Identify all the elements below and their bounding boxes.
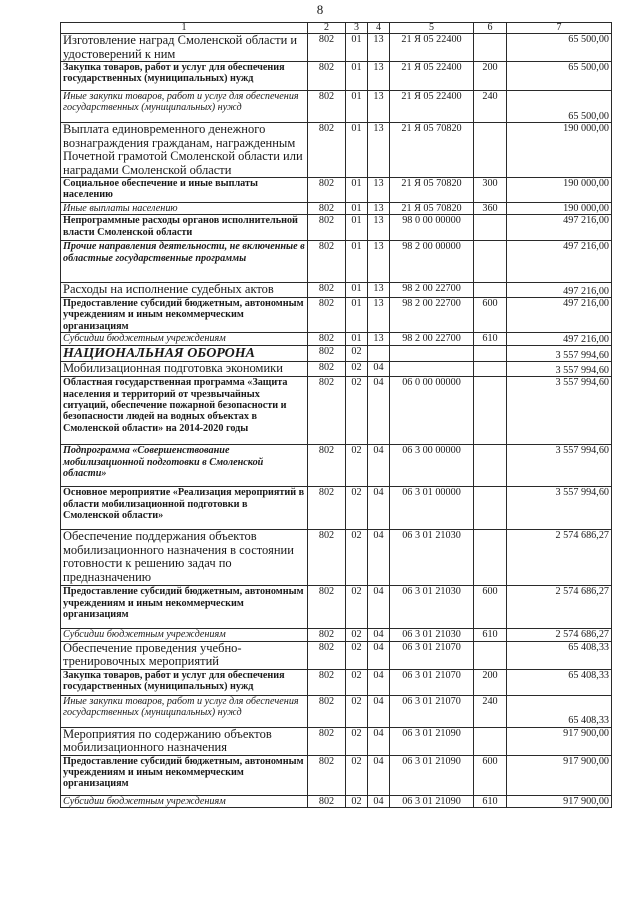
budget-table xyxy=(60,22,612,808)
row-ved: 802 xyxy=(308,215,346,241)
table-row xyxy=(61,377,612,445)
row-ved: 802 xyxy=(308,283,346,298)
table-row xyxy=(61,178,612,203)
row-csr: 06 3 01 21030 xyxy=(390,586,474,629)
row-rz: 01 xyxy=(346,283,368,298)
row-ved: 802 xyxy=(308,34,346,62)
row-ved: 802 xyxy=(308,62,346,91)
row-vr xyxy=(474,241,507,283)
row-ved: 802 xyxy=(308,795,346,807)
row-vr: 600 xyxy=(474,755,507,795)
row-pr: 13 xyxy=(368,297,390,332)
row-vr: 600 xyxy=(474,586,507,629)
col-header-vr: 6 xyxy=(474,23,507,34)
row-csr: 06 3 00 00000 xyxy=(390,445,474,487)
row-vr xyxy=(474,283,507,298)
table-row xyxy=(61,34,612,62)
row-vr xyxy=(474,641,507,669)
row-pr: 13 xyxy=(368,178,390,203)
row-name: Непрограммные расходы органов исполнительной власти Смоленской области xyxy=(61,215,308,241)
table-row xyxy=(61,487,612,530)
row-rz: 01 xyxy=(346,215,368,241)
col-header-name: 1 xyxy=(61,23,308,34)
row-vr: 610 xyxy=(474,629,507,641)
table-row xyxy=(61,297,612,332)
table-row xyxy=(61,333,612,346)
table-row xyxy=(61,629,612,641)
row-rz: 01 xyxy=(346,62,368,91)
row-csr: 21 Я 05 70820 xyxy=(390,123,474,178)
row-pr: 04 xyxy=(368,795,390,807)
row-ved: 802 xyxy=(308,377,346,445)
row-rz: 01 xyxy=(346,203,368,215)
row-ved: 802 xyxy=(308,445,346,487)
table-row xyxy=(61,241,612,283)
row-vr: 300 xyxy=(474,178,507,203)
table-row xyxy=(61,669,612,695)
row-vr: 240 xyxy=(474,695,507,727)
row-vr xyxy=(474,445,507,487)
row-pr: 13 xyxy=(368,62,390,91)
row-name: Подпрограмма «Совершенствование мобилизационной подготовки в Смоленской области» xyxy=(61,445,308,487)
row-name: Социальное обеспечение и иные выплаты населению xyxy=(61,178,308,203)
row-amount: 190 000,00 xyxy=(507,178,612,203)
row-ved: 802 xyxy=(308,755,346,795)
row-amount: 497 216,00 xyxy=(507,215,612,241)
row-csr: 06 3 01 21090 xyxy=(390,755,474,795)
row-name: Субсидии бюджетным учреждениям xyxy=(61,629,308,641)
row-name: Изготовление наград Смоленской области и удостоверений к ним xyxy=(61,34,308,62)
row-pr xyxy=(368,346,390,362)
row-vr: 610 xyxy=(474,333,507,346)
row-csr: 06 3 01 00000 xyxy=(390,487,474,530)
row-rz: 01 xyxy=(346,333,368,346)
row-name: Обеспечение поддержания объектов мобилизационного назначения в состоянии готовности к решению задач по предназначению xyxy=(61,530,308,586)
row-csr xyxy=(390,362,474,377)
table-row xyxy=(61,727,612,755)
row-ved: 802 xyxy=(308,91,346,123)
row-name: Иные выплаты населению xyxy=(61,203,308,215)
row-pr: 13 xyxy=(368,34,390,62)
row-amount: 917 900,00 xyxy=(507,727,612,755)
row-csr: 06 3 01 21030 xyxy=(390,629,474,641)
row-vr xyxy=(474,215,507,241)
row-pr: 04 xyxy=(368,377,390,445)
table-row xyxy=(61,123,612,178)
row-rz: 02 xyxy=(346,629,368,641)
row-pr: 04 xyxy=(368,641,390,669)
row-amount: 3 557 994,60 xyxy=(507,346,612,362)
row-amount: 65 500,00 xyxy=(507,91,612,123)
row-pr: 13 xyxy=(368,123,390,178)
table-row xyxy=(61,755,612,795)
row-name: Обеспечение проведения учебно-тренировочных мероприятий xyxy=(61,641,308,669)
row-name: Субсидии бюджетным учреждениям xyxy=(61,333,308,346)
row-rz: 01 xyxy=(346,123,368,178)
row-csr: 06 0 00 00000 xyxy=(390,377,474,445)
row-name: Прочие направления деятельности, не включенные в областные государственные программы xyxy=(61,241,308,283)
row-csr: 98 2 00 22700 xyxy=(390,283,474,298)
row-pr: 04 xyxy=(368,487,390,530)
row-name: Основное мероприятие «Реализация мероприятий в области мобилизационной подготовки в Смоленской области» xyxy=(61,487,308,530)
table-row xyxy=(61,445,612,487)
row-name: Предоставление субсидий бюджетным, автономным учреждениям и иным некоммерческим организациям xyxy=(61,297,308,332)
row-vr xyxy=(474,487,507,530)
row-ved: 802 xyxy=(308,487,346,530)
row-name: Иные закупки товаров, работ и услуг для обеспечения государственных (муниципальных) нужд xyxy=(61,91,308,123)
row-amount: 190 000,00 xyxy=(507,123,612,178)
row-ved: 802 xyxy=(308,178,346,203)
col-header-amount: 7 xyxy=(507,23,612,34)
table-row xyxy=(61,530,612,586)
row-csr xyxy=(390,346,474,362)
row-amount: 190 000,00 xyxy=(507,203,612,215)
row-vr: 360 xyxy=(474,203,507,215)
row-vr: 200 xyxy=(474,669,507,695)
row-ved: 802 xyxy=(308,695,346,727)
row-csr: 21 Я 05 70820 xyxy=(390,203,474,215)
row-name: Мобилизационная подготовка экономики xyxy=(61,362,308,377)
row-name: Мероприятия по содержанию объектов мобилизационного назначения xyxy=(61,727,308,755)
row-amount: 497 216,00 xyxy=(507,283,612,298)
row-pr: 04 xyxy=(368,695,390,727)
row-ved: 802 xyxy=(308,333,346,346)
row-vr xyxy=(474,346,507,362)
row-amount: 497 216,00 xyxy=(507,297,612,332)
row-pr: 04 xyxy=(368,586,390,629)
row-ved: 802 xyxy=(308,123,346,178)
row-ved: 802 xyxy=(308,727,346,755)
row-amount: 65 408,33 xyxy=(507,669,612,695)
row-pr: 04 xyxy=(368,362,390,377)
row-name: Иные закупки товаров, работ и услуг для обеспечения государственных (муниципальных) нужд xyxy=(61,695,308,727)
row-amount: 3 557 994,60 xyxy=(507,377,612,445)
row-rz: 01 xyxy=(346,178,368,203)
row-rz: 01 xyxy=(346,297,368,332)
row-amount: 2 574 686,27 xyxy=(507,530,612,586)
row-ved: 802 xyxy=(308,586,346,629)
row-name: НАЦИОНАЛЬНАЯ ОБОРОНА xyxy=(61,346,308,362)
row-csr: 06 3 01 21070 xyxy=(390,669,474,695)
row-rz: 02 xyxy=(346,727,368,755)
row-vr xyxy=(474,362,507,377)
row-vr: 240 xyxy=(474,91,507,123)
row-ved: 802 xyxy=(308,203,346,215)
row-pr: 04 xyxy=(368,445,390,487)
row-csr: 06 3 01 21070 xyxy=(390,641,474,669)
row-csr: 06 3 01 21030 xyxy=(390,530,474,586)
col-header-ved: 2 xyxy=(308,23,346,34)
row-name: Закупка товаров, работ и услуг для обеспечения государственных (муниципальных) нужд xyxy=(61,62,308,91)
row-pr: 04 xyxy=(368,530,390,586)
row-rz: 02 xyxy=(346,362,368,377)
row-amount: 3 557 994,60 xyxy=(507,362,612,377)
row-pr: 13 xyxy=(368,203,390,215)
row-pr: 04 xyxy=(368,727,390,755)
row-amount: 2 574 686,27 xyxy=(507,586,612,629)
row-amount: 65 408,33 xyxy=(507,641,612,669)
table-row xyxy=(61,641,612,669)
row-vr: 610 xyxy=(474,795,507,807)
row-pr: 13 xyxy=(368,333,390,346)
row-ved: 802 xyxy=(308,669,346,695)
row-vr: 200 xyxy=(474,62,507,91)
row-vr xyxy=(474,123,507,178)
table-body xyxy=(61,34,612,808)
table-row xyxy=(61,283,612,298)
table-row xyxy=(61,91,612,123)
table-row xyxy=(61,695,612,727)
row-csr: 21 Я 05 22400 xyxy=(390,34,474,62)
row-amount: 65 500,00 xyxy=(507,34,612,62)
row-rz: 02 xyxy=(346,586,368,629)
col-header-pr: 4 xyxy=(368,23,390,34)
row-vr: 600 xyxy=(474,297,507,332)
row-name: Закупка товаров, работ и услуг для обеспечения государственных (муниципальных) нужд xyxy=(61,669,308,695)
row-ved: 802 xyxy=(308,641,346,669)
row-rz: 02 xyxy=(346,377,368,445)
row-rz: 02 xyxy=(346,755,368,795)
table-row xyxy=(61,215,612,241)
row-rz: 02 xyxy=(346,487,368,530)
row-pr: 04 xyxy=(368,755,390,795)
row-ved: 802 xyxy=(308,297,346,332)
row-rz: 02 xyxy=(346,346,368,362)
row-pr: 13 xyxy=(368,215,390,241)
row-rz: 01 xyxy=(346,34,368,62)
table-row xyxy=(61,203,612,215)
row-name: Предоставление субсидий бюджетным, автономным учреждениям и иным некоммерческим организациям xyxy=(61,586,308,629)
table-row xyxy=(61,586,612,629)
row-name: Субсидии бюджетным учреждениям xyxy=(61,795,308,807)
row-ved: 802 xyxy=(308,362,346,377)
row-vr xyxy=(474,377,507,445)
row-csr: 98 2 00 00000 xyxy=(390,241,474,283)
row-amount: 3 557 994,60 xyxy=(507,445,612,487)
row-name: Областная государственная программа «Защита населения и территорий от чрезвычайных ситуаций, обеспечение пожарной безопасности и безопасности людей на водных объектах в Смоленской области» на 2014-2020 годы xyxy=(61,377,308,445)
row-csr: 21 Я 05 22400 xyxy=(390,62,474,91)
row-name: Предоставление субсидий бюджетным, автономным учреждениям и иным некоммерческим организациям xyxy=(61,755,308,795)
row-amount: 497 216,00 xyxy=(507,241,612,283)
row-rz: 01 xyxy=(346,91,368,123)
row-pr: 04 xyxy=(368,669,390,695)
table-row xyxy=(61,346,612,362)
row-csr: 98 2 00 22700 xyxy=(390,297,474,332)
row-csr: 21 Я 05 22400 xyxy=(390,91,474,123)
row-rz: 02 xyxy=(346,669,368,695)
page-number: 8 xyxy=(316,2,324,17)
row-rz: 02 xyxy=(346,445,368,487)
row-rz: 01 xyxy=(346,241,368,283)
row-name: Выплата единовременного денежного вознаграждения гражданам, награжденным Почетной грамотой Смоленской области или наградами Смоленской области xyxy=(61,123,308,178)
row-pr: 13 xyxy=(368,283,390,298)
row-amount: 497 216,00 xyxy=(507,333,612,346)
row-amount: 65 500,00 xyxy=(507,62,612,91)
row-rz: 02 xyxy=(346,695,368,727)
row-csr: 06 3 01 21090 xyxy=(390,795,474,807)
row-amount: 3 557 994,60 xyxy=(507,487,612,530)
row-ved: 802 xyxy=(308,241,346,283)
row-pr: 13 xyxy=(368,241,390,283)
row-csr: 06 3 01 21070 xyxy=(390,695,474,727)
row-ved: 802 xyxy=(308,530,346,586)
col-header-rz: 3 xyxy=(346,23,368,34)
row-vr xyxy=(474,530,507,586)
row-csr: 98 0 00 00000 xyxy=(390,215,474,241)
row-rz: 02 xyxy=(346,530,368,586)
row-csr: 98 2 00 22700 xyxy=(390,333,474,346)
row-csr: 21 Я 05 70820 xyxy=(390,178,474,203)
row-amount: 917 900,00 xyxy=(507,795,612,807)
row-amount: 917 900,00 xyxy=(507,755,612,795)
row-rz: 02 xyxy=(346,795,368,807)
row-name: Расходы на исполнение судебных актов xyxy=(61,283,308,298)
row-rz: 02 xyxy=(346,641,368,669)
row-pr: 13 xyxy=(368,91,390,123)
col-header-csr: 5 xyxy=(390,23,474,34)
row-ved: 802 xyxy=(308,629,346,641)
row-amount: 65 408,33 xyxy=(507,695,612,727)
table-row xyxy=(61,795,612,807)
row-csr: 06 3 01 21090 xyxy=(390,727,474,755)
row-ved: 802 xyxy=(308,346,346,362)
row-vr xyxy=(474,34,507,62)
table-row xyxy=(61,362,612,377)
row-pr: 04 xyxy=(368,629,390,641)
table-row xyxy=(61,62,612,91)
row-amount: 2 574 686,27 xyxy=(507,629,612,641)
table-header-row xyxy=(61,23,612,34)
row-vr xyxy=(474,727,507,755)
